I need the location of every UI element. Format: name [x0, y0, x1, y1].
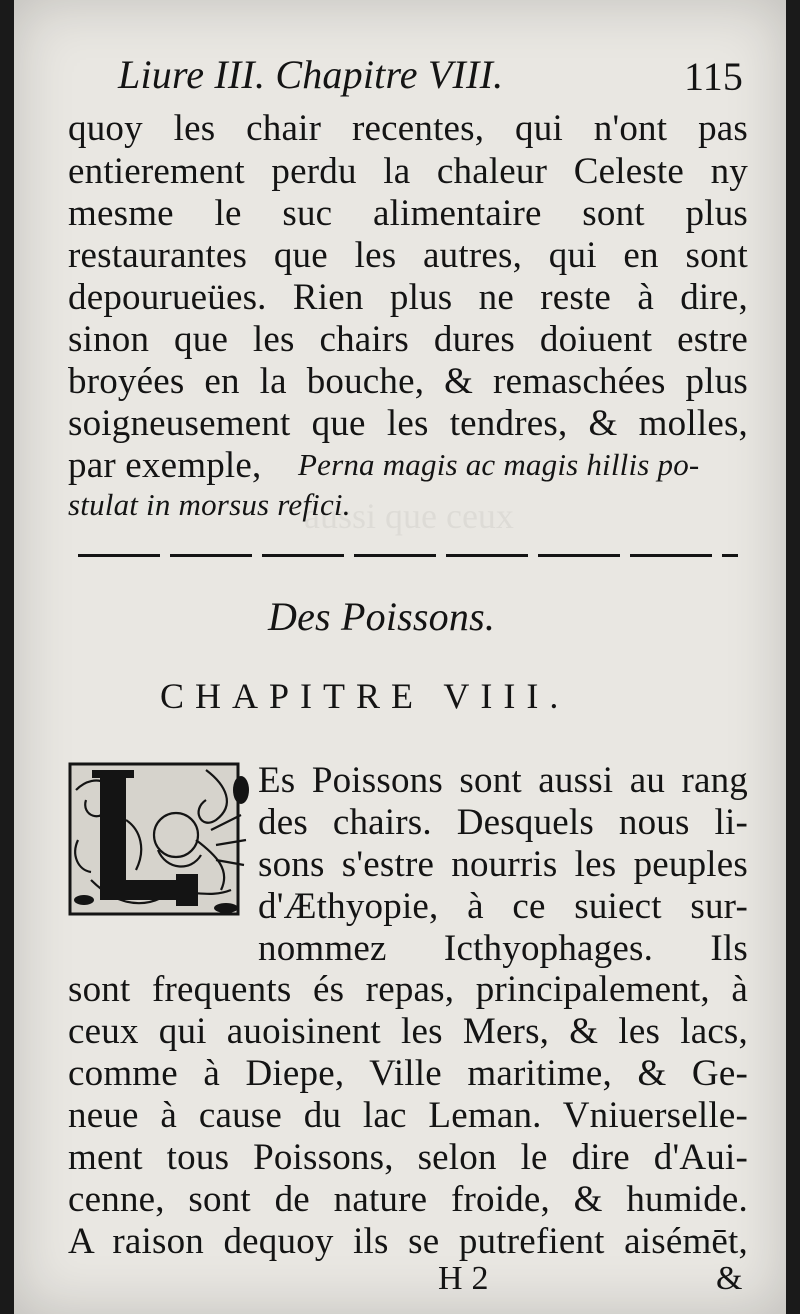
text-line: nommez Icthyophages. Ils — [258, 928, 748, 969]
text-line: sons s'estre nourris les peuples — [258, 844, 748, 885]
text-line: ceux qui auoisinent les Mers, & les lacs, — [68, 1011, 748, 1052]
latin-quotation: stulat in morsus refici. — [68, 487, 351, 522]
text-line: A raison dequoy ils se putrefient aisémēt, — [68, 1221, 748, 1262]
text-line: neue à cause du lac Leman. Vniuerselle- — [68, 1095, 748, 1136]
signature-mark: H 2 — [438, 1260, 489, 1297]
text-line: par exemple, — [68, 445, 262, 486]
text-line: sont frequents és repas, principalement, à — [68, 969, 748, 1010]
text-line: Es Poissons sont aussi au rang — [258, 760, 748, 801]
text-line: depourueües. Rien plus ne reste à dire, — [68, 277, 748, 318]
running-title: Liure III. Chapitre VIII. — [118, 52, 504, 97]
text-line: ment tous Poissons, selon le dire d'Aui- — [68, 1137, 748, 1178]
text-line: mesme le suc alimentaire sont plus — [68, 193, 748, 234]
text-line: cenne, sont de nature froide, & humide. — [68, 1179, 748, 1220]
catchword: & — [716, 1260, 743, 1297]
text-line: entierement perdu la chaleur Celeste ny — [68, 151, 748, 192]
text-line: quoy les chair recentes, qui n'ont pas — [68, 108, 748, 149]
text-line: d'Æthyopie, à ce suiect sur- — [258, 886, 748, 927]
text-line: soigneusement que les tendres, & molles, — [68, 403, 748, 444]
latin-quotation: Perna magis ac magis hillis po- — [298, 447, 700, 482]
chapter-number: CHAPITRE VIII. — [160, 676, 570, 716]
chapter-title: Des Poissons. — [268, 594, 496, 639]
section-divider — [78, 554, 738, 557]
text-line: des chairs. Desquels nous li- — [258, 802, 748, 843]
text-line: restaurantes que les autres, qui en sont — [68, 235, 748, 276]
bleed-through-text: aussi que ceux — [304, 496, 514, 536]
text-line: comme à Diepe, Ville maritime, & Ge- — [68, 1053, 748, 1094]
page-number: 115 — [684, 54, 744, 99]
text-line: broyées en la bouche, & remaschées plus — [68, 361, 748, 402]
decorated-initial-L — [66, 760, 256, 920]
book-page — [14, 0, 786, 1314]
text-line: sinon que les chairs dures doiuent estre — [68, 319, 748, 360]
